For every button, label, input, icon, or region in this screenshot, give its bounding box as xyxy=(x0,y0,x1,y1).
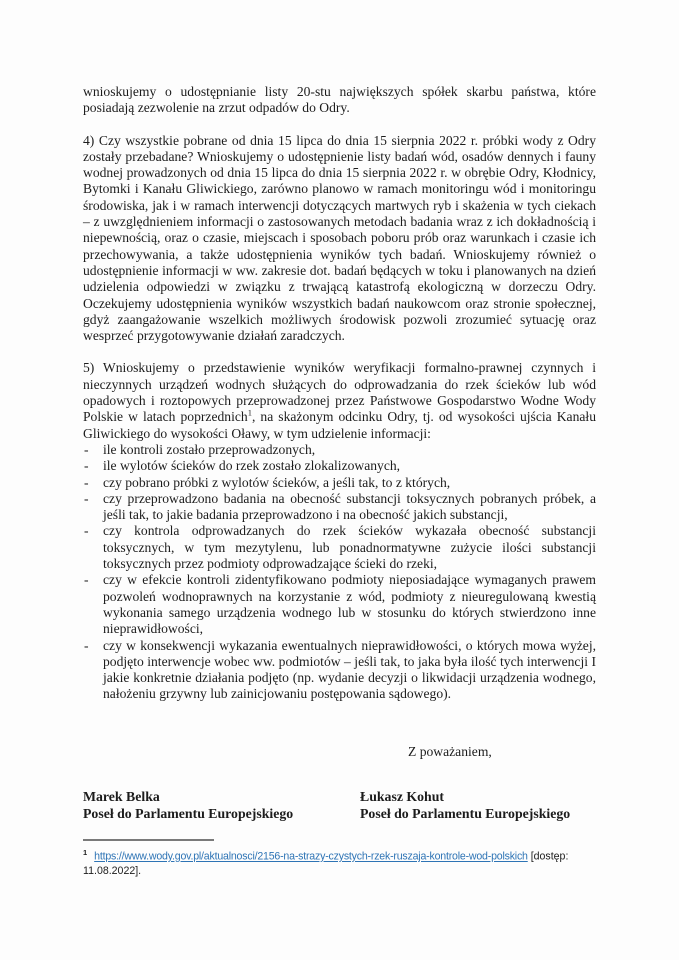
bullet-marker: - xyxy=(84,490,89,506)
paragraph-5-text-after: , na skażonym odcinku Odry, tj. od wysokości ujścia Kanału Gliwickiego do wysokości Oławy, w tym udzielenie informacji: xyxy=(83,409,596,441)
signature-name: Łukasz Kohut xyxy=(360,789,444,804)
paragraph-intro: wnioskujemy o udostępnianie listy 20-stu największych spółek skarbu państwa, które posiadają zezwolenie na zrzut odpadów do Odry. xyxy=(83,84,596,116)
bullet-list xyxy=(83,442,596,703)
footnote-area xyxy=(83,839,605,879)
signature-block xyxy=(83,788,596,822)
signature-right xyxy=(360,788,570,822)
paragraph-4: 4) Czy wszystkie pobrane od dnia 15 lipca do dnia 15 sierpnia 2022 r. próbki wody z Odry zostały przebadane? Wnioskujemy o udostępnienie listy badań wód, osadów dennych i fauny wodnej prowadzonych od dnia 15 lipca do dnia 15 sierpnia 2022 r. w obrębie Odry, Kłodnicy, Bytomki i Kanału Gliwickiego, zarówno planowo w ramach monitoringu wód i monitoringu środowiska, jak i w ramach interwencji dotyczących martwych ryb i skażenia w tych ciekach – z uwzględnieniem informacji o zastosowanych metodach badania wraz z ich dokładnością i niepewnością, oraz o czasie, miejscach i sposobach poboru prób oraz warunkach i czasie ich przechowywania, a także udostępnienia wyników tych badań. Wnioskujemy również o udostępnienie informacji w ww. zakresie dot. badań będących w toku i planowanych na dzień udzielenia odpowiedzi w związku z trwającą katastrofą ekologiczną w dorzeczu Odry. Oczekujemy udostępnienia wyników wszystkich badań naukowcom oraz stronie społecznej, gdyż zaangażowanie wszelkich możliwych środowisk pozwoli zrozumieć sytuację oraz wesprzeć przygotowywanie działań zaradczych. xyxy=(83,132,596,344)
signature-name: Marek Belka xyxy=(83,789,160,804)
bullet-marker: - xyxy=(84,637,89,653)
list-item xyxy=(83,475,596,491)
list-item-text: czy przeprowadzono badania na obecność substancji toksycznych pobranych próbek, a jeśli tak, to jakie badania przeprowadzono i na obecność jakich substancji, xyxy=(103,490,596,523)
list-item xyxy=(83,638,596,703)
list-item-text: ile kontroli zostało przeprowadzonych, xyxy=(103,441,316,457)
closing-salutation: Z poważaniem, xyxy=(408,744,492,759)
footnote-marker: 1 xyxy=(83,848,88,857)
footnote xyxy=(83,846,605,879)
list-item xyxy=(83,442,596,458)
list-item-text: czy w konsekwencji wykazania ewentualnych nieprawidłowości, o których mowa wyżej, podjęto interwencje wobec ww. podmiotów – jeśli tak, to jaka była ilość tych interwencji I jakie konkretnie działania podjęto (np. wydanie decyzji o likwidacji urządzenia wodnego, nałożeniu grzywny lub zainicjowaniu postępowania sądowego). xyxy=(103,637,596,702)
footnote-reference-marker: 1 xyxy=(247,407,252,418)
list-item-text: czy pobrano próbki z wylotów ścieków, a jeśli tak, to z których, xyxy=(103,474,451,490)
bullet-marker: - xyxy=(84,523,89,539)
signature-title: Poseł do Parlamentu Europejskiego xyxy=(83,806,294,821)
list-item xyxy=(83,458,596,474)
footnote-link[interactable]: https://www.wody.gov.pl/aktualnosci/2156-na-strazy-czystych-rzek-ruszaja-kontrole-wod-polskich xyxy=(94,850,528,863)
signature-left xyxy=(83,788,360,822)
footnote-access-label: [dostęp: xyxy=(530,850,569,863)
list-item xyxy=(83,491,596,524)
list-item xyxy=(83,523,596,572)
footnote-access-date: 11.08.2022]. xyxy=(83,865,142,878)
footnote-separator xyxy=(83,839,214,841)
paragraph-5 xyxy=(83,360,596,441)
bullet-marker: - xyxy=(84,458,89,474)
list-item-text: czy w efekcie kontroli zidentyfikowano podmioty nieposiadające wymaganych prawem pozwoleń wodnoprawnych na korzystanie z wód, podmioty z nieuregulowaną kwestią wykonania samego urządzenia wodnego lub w stosunku do których stwierdzono inne nieprawidłowości, xyxy=(103,572,596,637)
bullet-marker: - xyxy=(84,572,89,588)
bullet-marker: - xyxy=(84,441,89,457)
list-item-text: ile wylotów ścieków do rzek zostało zlokalizowanych, xyxy=(103,458,401,474)
bullet-marker: - xyxy=(84,474,89,490)
list-item xyxy=(83,572,596,637)
paragraph-5-text-before: 5) Wnioskujemy o przedstawienie wyników weryfikacji formalno-prawnej czynnych i nieczynnych urządzeń wodnych służących do odprowadzania do rzek ścieków lub wód opadowych i roztopowych przeprowadzonej przez Państwowe Gospodarstwo Wodne Wody Polskie w latach poprzednich xyxy=(83,360,596,425)
signature-title: Poseł do Parlamentu Europejskiego xyxy=(360,806,571,821)
list-item-text: czy kontrola odprowadzanych do rzek ścieków wykazała obecność substancji toksycznych, w tym mezytylenu, lub ponadnormatywne zużycie ilości substancji toksycznych przez podmioty odprowadzające ścieki do rzeki, xyxy=(103,523,596,572)
document-body xyxy=(83,84,596,703)
